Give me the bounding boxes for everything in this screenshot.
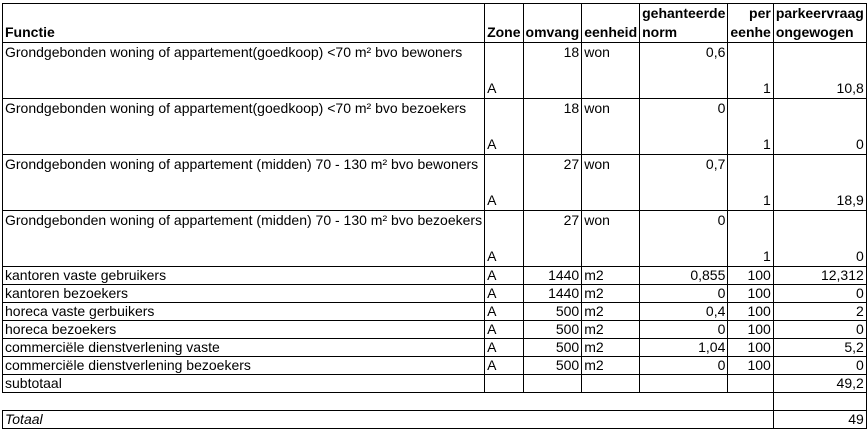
empty-cell[interactable] bbox=[485, 375, 523, 393]
header-functie[interactable]: Functie bbox=[3, 4, 485, 43]
header-norm-line2: norm bbox=[642, 24, 678, 40]
cell-norm[interactable]: 0,855 bbox=[640, 267, 728, 285]
cell-zone[interactable]: A bbox=[485, 99, 523, 155]
cell-omvang[interactable]: 18 bbox=[523, 99, 582, 155]
cell-omvang[interactable]: 500 bbox=[523, 339, 582, 357]
cell-parkeervraag[interactable]: 0 bbox=[773, 99, 866, 155]
subtotal-row bbox=[3, 375, 867, 393]
cell-per-eenheid[interactable]: 100 bbox=[728, 339, 773, 357]
cell-zone[interactable]: A bbox=[485, 303, 523, 321]
cell-eenheid[interactable]: won bbox=[582, 155, 640, 211]
cell-omvang[interactable]: 500 bbox=[523, 357, 582, 375]
header-row bbox=[3, 4, 867, 43]
header-per-eenheid[interactable]: per eenhe bbox=[728, 4, 773, 43]
parking-demand-table bbox=[2, 3, 867, 429]
total-label[interactable]: Totaal bbox=[3, 411, 774, 429]
cell-norm[interactable]: 0 bbox=[640, 357, 728, 375]
header-parkeervraag-line2: ongewogen bbox=[775, 24, 854, 40]
cell-functie[interactable]: horeca bezoekers bbox=[3, 321, 485, 339]
table-row bbox=[3, 321, 867, 339]
header-parkeervraag-line1: parkeervraag bbox=[775, 5, 864, 21]
cell-omvang[interactable]: 500 bbox=[523, 321, 582, 339]
cell-functie[interactable]: horeca vaste gerbuikers bbox=[3, 303, 485, 321]
cell-per-eenheid[interactable]: 1 bbox=[728, 99, 773, 155]
cell-parkeervraag[interactable]: 10,8 bbox=[773, 43, 866, 99]
table-row bbox=[3, 267, 867, 285]
cell-omvang[interactable]: 1440 bbox=[523, 285, 582, 303]
cell-eenheid[interactable]: won bbox=[582, 99, 640, 155]
cell-omvang[interactable]: 18 bbox=[523, 43, 582, 99]
table-row bbox=[3, 285, 867, 303]
cell-parkeervraag[interactable]: 0 bbox=[773, 211, 866, 267]
cell-norm[interactable]: 0,4 bbox=[640, 303, 728, 321]
cell-zone[interactable]: A bbox=[485, 321, 523, 339]
cell-norm[interactable]: 0 bbox=[640, 211, 728, 267]
cell-zone[interactable]: A bbox=[485, 285, 523, 303]
cell-per-eenheid[interactable]: 1 bbox=[728, 155, 773, 211]
cell-zone[interactable]: A bbox=[485, 155, 523, 211]
cell-parkeervraag[interactable]: 0 bbox=[773, 285, 866, 303]
empty-cell[interactable] bbox=[523, 375, 582, 393]
total-row bbox=[3, 411, 867, 429]
cell-zone[interactable]: A bbox=[485, 43, 523, 99]
cell-eenheid[interactable]: won bbox=[582, 211, 640, 267]
spacer-row bbox=[3, 393, 867, 411]
cell-norm[interactable]: 0,6 bbox=[640, 43, 728, 99]
cell-functie[interactable]: Grondgebonden woning of appartement(goedkoop) <70 m² bvo bewoners bbox=[3, 43, 485, 99]
subtotal-label[interactable]: subtotaal bbox=[3, 375, 485, 393]
table-row bbox=[3, 43, 867, 99]
cell-functie[interactable]: commerciële dienstverlening bezoekers bbox=[3, 357, 485, 375]
subtotal-value[interactable]: 49,2 bbox=[773, 375, 866, 393]
cell-zone[interactable]: A bbox=[485, 267, 523, 285]
cell-functie[interactable]: Grondgebonden woning of appartement(goedkoop) <70 m² bvo bezoekers bbox=[3, 99, 485, 155]
cell-per-eenheid[interactable]: 100 bbox=[728, 357, 773, 375]
cell-parkeervraag[interactable]: 0 bbox=[773, 321, 866, 339]
spacer-cell bbox=[3, 393, 774, 411]
empty-cell[interactable] bbox=[582, 375, 640, 393]
spacer-cell bbox=[773, 393, 866, 411]
cell-eenheid[interactable]: m2 bbox=[582, 339, 640, 357]
empty-cell[interactable] bbox=[640, 375, 728, 393]
header-eenheid[interactable]: eenheid bbox=[582, 4, 640, 43]
cell-zone[interactable]: A bbox=[485, 339, 523, 357]
cell-norm[interactable]: 1,04 bbox=[640, 339, 728, 357]
cell-per-eenheid[interactable]: 100 bbox=[728, 267, 773, 285]
cell-norm[interactable]: 0 bbox=[640, 99, 728, 155]
cell-eenheid[interactable]: m2 bbox=[582, 321, 640, 339]
cell-functie[interactable]: commerciële dienstverlening vaste bbox=[3, 339, 485, 357]
header-norm[interactable] bbox=[640, 4, 728, 43]
cell-zone[interactable]: A bbox=[485, 211, 523, 267]
header-parkeervraag[interactable] bbox=[773, 4, 866, 43]
cell-eenheid[interactable]: m2 bbox=[582, 285, 640, 303]
header-zone[interactable]: Zone bbox=[485, 4, 523, 43]
cell-omvang[interactable]: 27 bbox=[523, 155, 582, 211]
cell-functie[interactable]: kantoren vaste gebruikers bbox=[3, 267, 485, 285]
table-row bbox=[3, 303, 867, 321]
cell-functie[interactable]: Grondgebonden woning of appartement (midden) 70 - 130 m² bvo bewoners bbox=[3, 155, 485, 211]
cell-parkeervraag[interactable]: 18,9 bbox=[773, 155, 866, 211]
cell-eenheid[interactable]: m2 bbox=[582, 357, 640, 375]
cell-eenheid[interactable]: m2 bbox=[582, 303, 640, 321]
cell-per-eenheid[interactable]: 100 bbox=[728, 285, 773, 303]
cell-zone[interactable]: A bbox=[485, 357, 523, 375]
cell-omvang[interactable]: 500 bbox=[523, 303, 582, 321]
cell-functie[interactable]: kantoren bezoekers bbox=[3, 285, 485, 303]
cell-omvang[interactable]: 1440 bbox=[523, 267, 582, 285]
cell-parkeervraag[interactable]: 5,2 bbox=[773, 339, 866, 357]
cell-per-eenheid[interactable]: 100 bbox=[728, 321, 773, 339]
header-norm-line1: gehanteerde bbox=[642, 5, 726, 21]
cell-eenheid[interactable]: won bbox=[582, 43, 640, 99]
table-row bbox=[3, 155, 867, 211]
table-row bbox=[3, 99, 867, 155]
cell-parkeervraag[interactable]: 0 bbox=[773, 357, 866, 375]
cell-parkeervraag[interactable]: 12,312 bbox=[773, 267, 866, 285]
header-omvang[interactable]: omvang bbox=[523, 4, 582, 43]
cell-per-eenheid[interactable]: 1 bbox=[728, 43, 773, 99]
cell-parkeervraag[interactable]: 2 bbox=[773, 303, 866, 321]
cell-eenheid[interactable]: m2 bbox=[582, 267, 640, 285]
cell-norm[interactable]: 0 bbox=[640, 285, 728, 303]
cell-functie[interactable]: Grondgebonden woning of appartement (midden) 70 - 130 m² bvo bezoekers bbox=[3, 211, 485, 267]
cell-per-eenheid[interactable]: 1 bbox=[728, 211, 773, 267]
total-value[interactable]: 49 bbox=[773, 411, 866, 429]
empty-cell[interactable] bbox=[728, 375, 773, 393]
table-row bbox=[3, 357, 867, 375]
cell-omvang[interactable]: 27 bbox=[523, 211, 582, 267]
table-row bbox=[3, 339, 867, 357]
cell-per-eenheid[interactable]: 100 bbox=[728, 303, 773, 321]
cell-norm[interactable]: 0 bbox=[640, 321, 728, 339]
table-row bbox=[3, 211, 867, 267]
cell-norm[interactable]: 0,7 bbox=[640, 155, 728, 211]
